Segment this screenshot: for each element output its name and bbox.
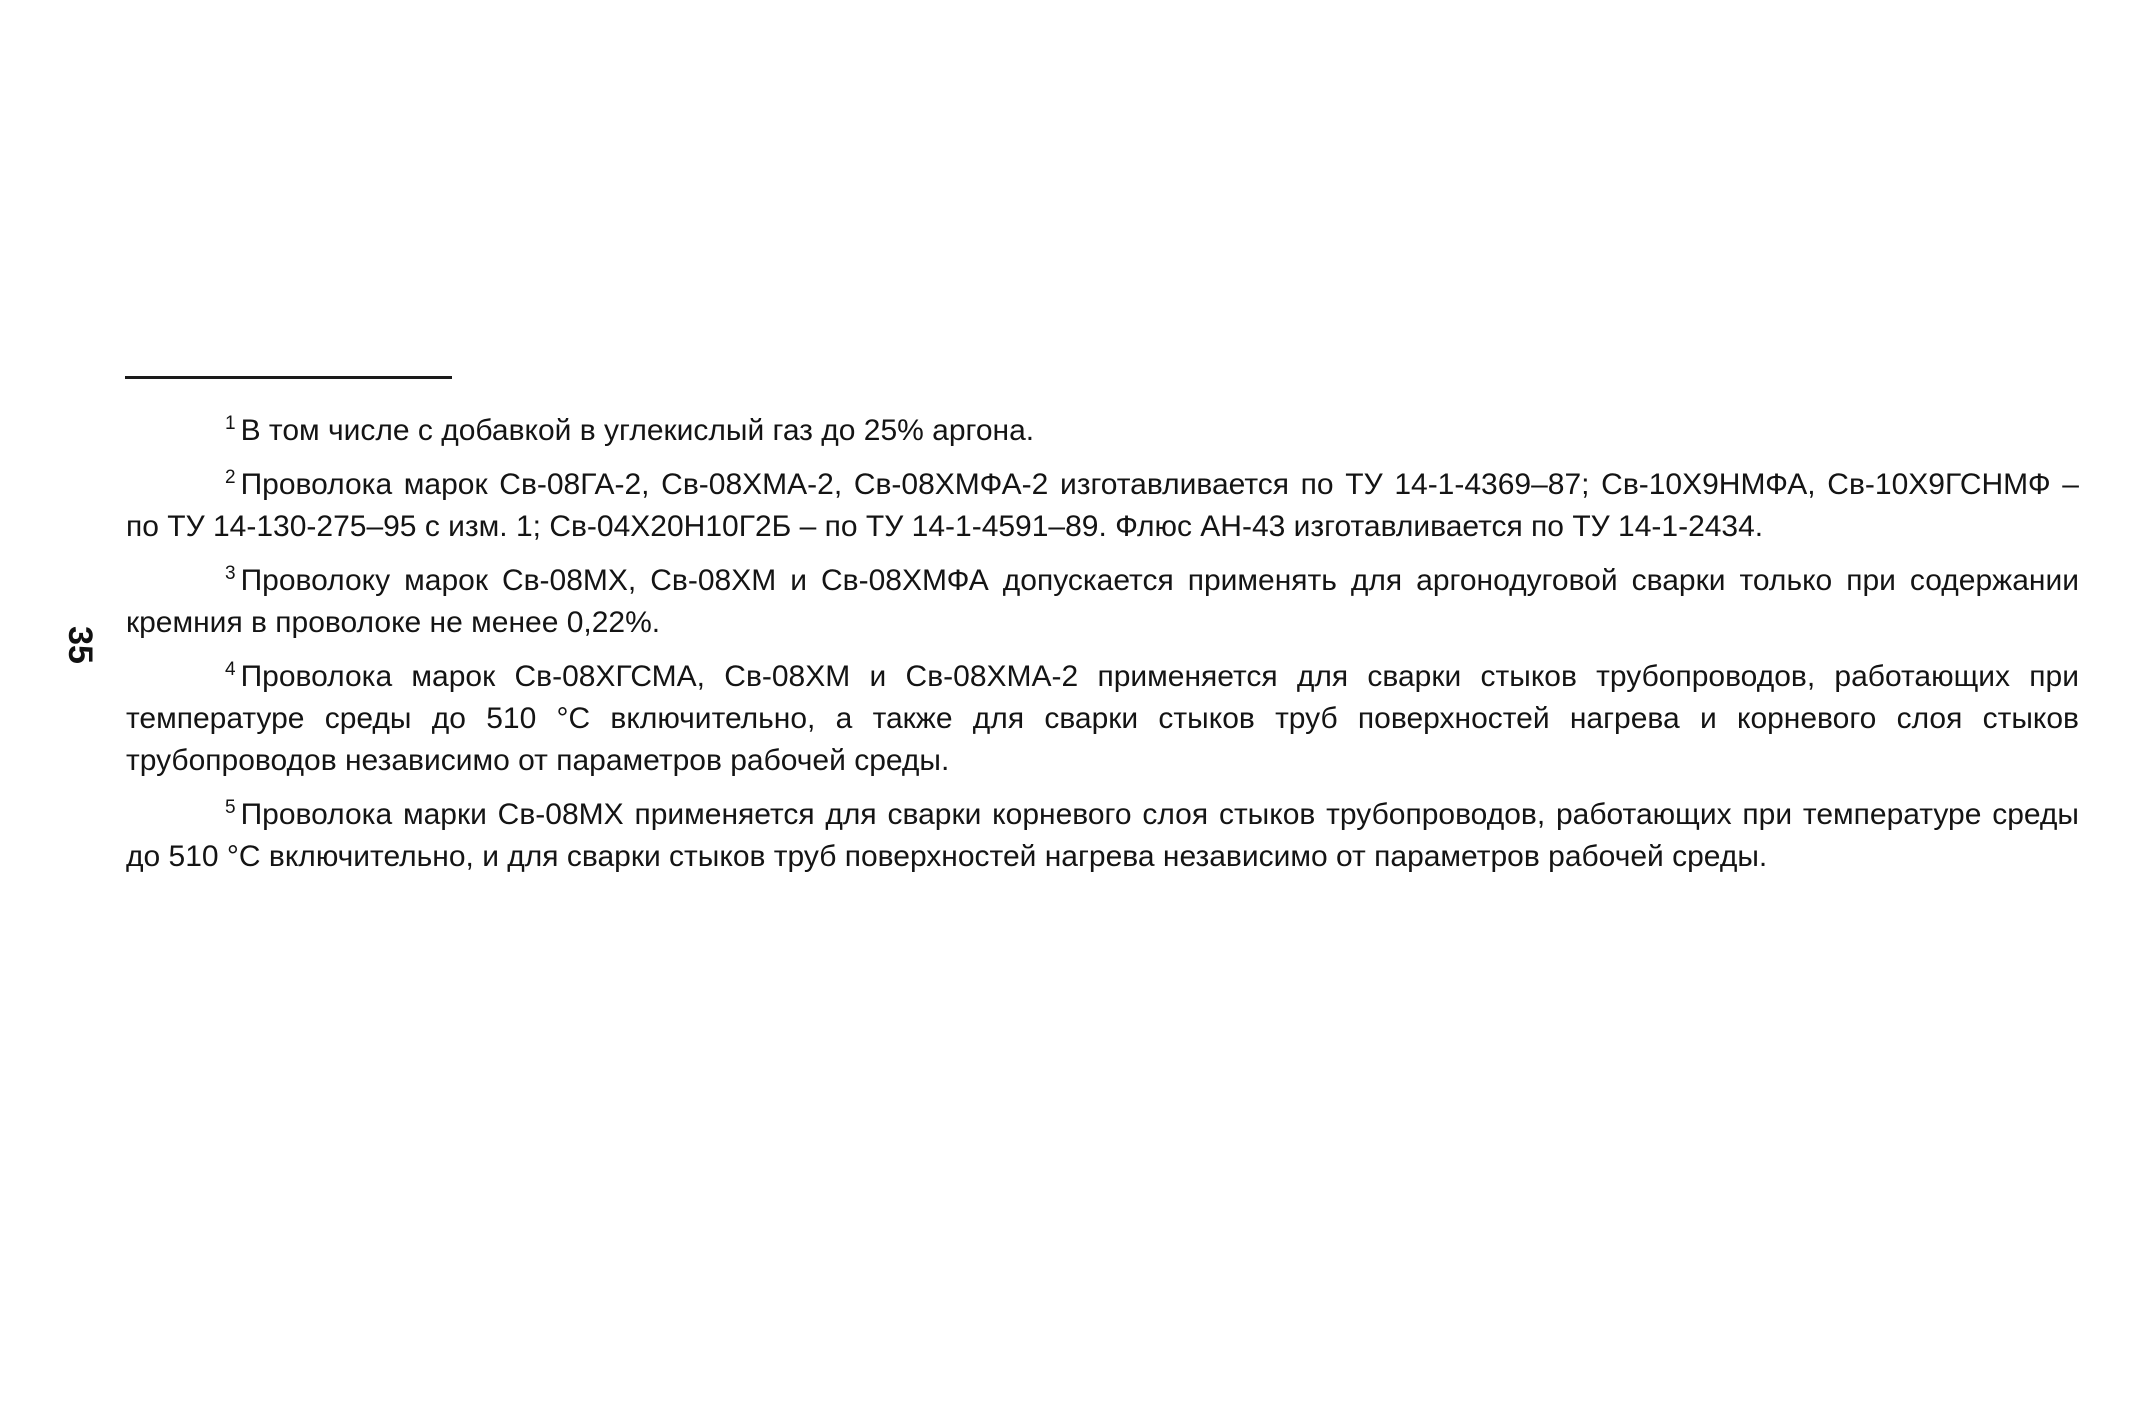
footnote-mark: 3 <box>225 562 236 584</box>
page-number: 35 <box>61 626 99 664</box>
footnote-mark: 2 <box>225 466 236 488</box>
footnote-text: Проволоку марок Св-08МХ, Св-08ХМ и Св-08ХМФА допускается применять для аргонодуговой сварки только при содержании кремния в проволоке не менее 0,22%. <box>126 564 2079 639</box>
footnote-text: В том числе с добавкой в углекислый газ до 25% аргона. <box>240 414 1035 447</box>
footnote-text: Проволока марок Св-08ХГСМА, Св-08ХМ и Св-08ХМА-2 применяется для сварки стыков трубопроводов, работающих при температуре среды до 510 °С включительно, а также для сварки стыков труб поверхностей нагрева и корневого слоя стыков трубопроводов независимо от параметров рабочей среды. <box>126 660 2079 777</box>
footnote-4 <box>126 656 2079 782</box>
footnote-text: Проволока марок Св-08ГА-2, Св-08ХМА-2, Св-08ХМФА-2 изготавливается по ТУ 14-1-4369–87; Св-10Х9НМФА, Св-10Х9ГСНМФ – по ТУ 14-130-275–95 с изм. 1; Св-04Х20Н10Г2Б – по ТУ 14-1-4591–89. Флюс АН-43 изготавливается по ТУ 14-1-2434. <box>126 468 2079 543</box>
footnote-separator <box>125 376 452 379</box>
footnote-mark: 1 <box>225 412 236 434</box>
footnote-1 <box>126 410 2079 452</box>
footnote-text: Проволока марки Св-08МХ применяется для сварки корневого слоя стыков трубопроводов, работающих при температуре среды до 510 °С включительно, и для сварки стыков труб поверхностей нагрева независимо от параметров рабочей среды. <box>126 798 2079 873</box>
footnote-2 <box>126 464 2079 548</box>
footnote-mark: 5 <box>225 796 236 818</box>
footnote-3 <box>126 560 2079 644</box>
footnote-mark: 4 <box>225 658 236 680</box>
footnote-5 <box>126 794 2079 878</box>
footnotes-block <box>126 410 2079 890</box>
